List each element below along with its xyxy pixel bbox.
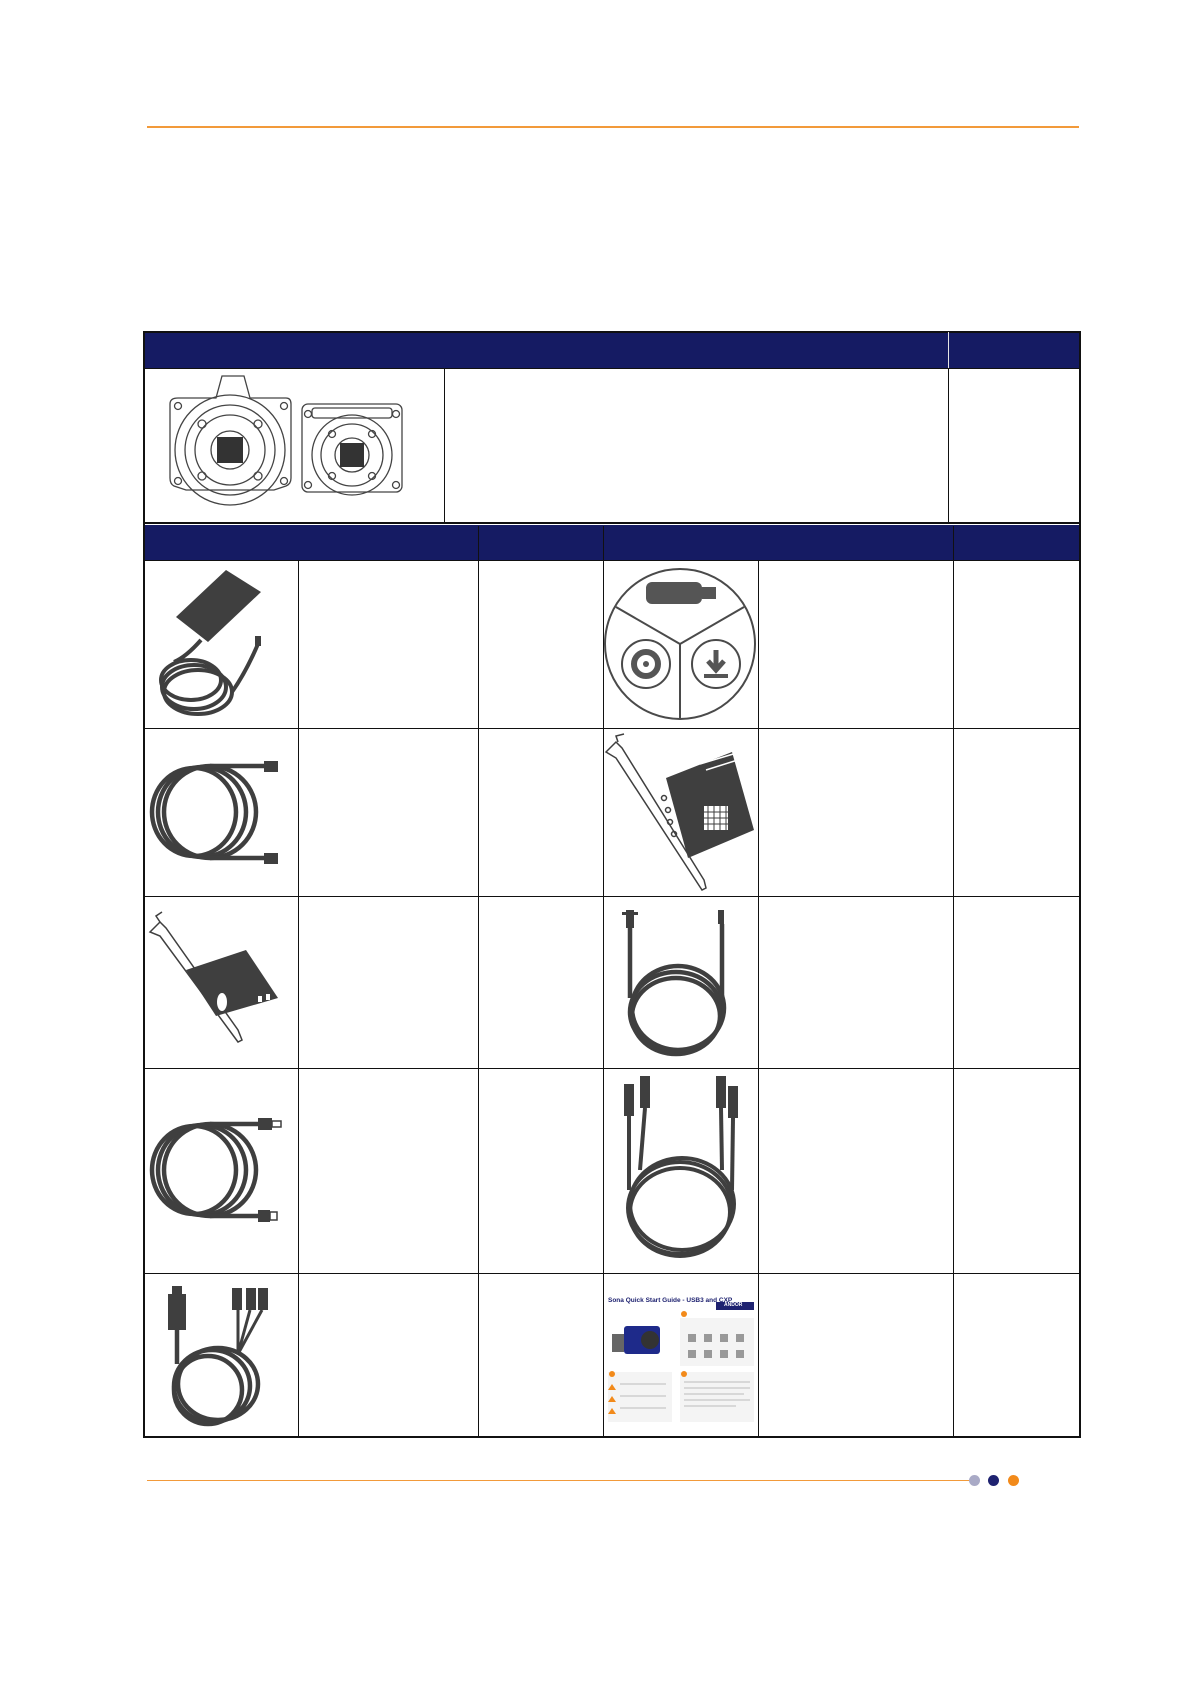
pcie-card-small-icon	[146, 898, 297, 1066]
acc-row-line-2	[143, 896, 1081, 897]
usb-cable-image-cell	[146, 1070, 297, 1270]
guide-title: Sona Quick Start Guide - USB3 and CXP	[608, 1297, 733, 1304]
table-border-bottom	[143, 1436, 1081, 1438]
accessory-header-bottom-line	[143, 560, 1081, 561]
guide-brand: ANDOR	[724, 1302, 743, 1308]
camera-front-small-icon	[146, 370, 443, 521]
pager-dot-1	[969, 1475, 980, 1486]
software-media-image-cell	[604, 562, 757, 727]
acc-row-line-3	[143, 1068, 1081, 1069]
bnc-cable-icon	[604, 898, 757, 1066]
bnc-cable-image-cell	[604, 898, 757, 1066]
camera-images-cell	[146, 370, 443, 521]
table-header-bar-accessories	[144, 525, 1080, 560]
power-supply-icon	[146, 562, 297, 727]
software-media-icon	[604, 562, 757, 727]
pcie-card-large-icon	[604, 730, 757, 895]
table-header-bar-camera	[144, 332, 1080, 368]
pager-dot-3	[1008, 1475, 1019, 1486]
camera-row-bottom-line	[143, 522, 1081, 524]
quick-start-guide-image-cell	[604, 1274, 757, 1436]
acc-col-divider-1	[298, 561, 299, 1437]
multi-io-cable-image-cell	[146, 1274, 297, 1436]
top-accent-rule	[147, 126, 1079, 128]
power-supply-image-cell	[146, 562, 297, 727]
coiled-cable-image-cell	[146, 730, 297, 895]
dual-bnc-cable-icon	[604, 1070, 757, 1270]
acc-col-divider-4	[758, 561, 759, 1437]
table-border-right	[1079, 331, 1081, 1437]
camera-col-divider-2-body	[948, 368, 949, 523]
table-border-top	[143, 331, 1081, 333]
camera-col-divider-1	[444, 368, 445, 523]
table-border-left	[143, 331, 145, 1437]
acc-col-divider-5	[953, 526, 954, 1437]
pcie-card-small-image-cell	[146, 898, 297, 1066]
usb-cable-icon	[146, 1070, 297, 1270]
bottom-accent-rule	[147, 1480, 977, 1481]
camera-row-top-line	[143, 368, 1081, 369]
acc-col-divider-2	[478, 526, 479, 1437]
pcie-card-large-image-cell	[604, 730, 757, 895]
pager-dot-2	[988, 1475, 999, 1486]
acc-row-line-4	[143, 1273, 1081, 1274]
dual-bnc-cable-image-cell	[604, 1070, 757, 1270]
acc-col-divider-3	[603, 526, 604, 1437]
acc-row-line-1	[143, 728, 1081, 729]
multi-io-cable-icon	[146, 1274, 297, 1436]
coiled-cable-icon	[146, 730, 297, 895]
